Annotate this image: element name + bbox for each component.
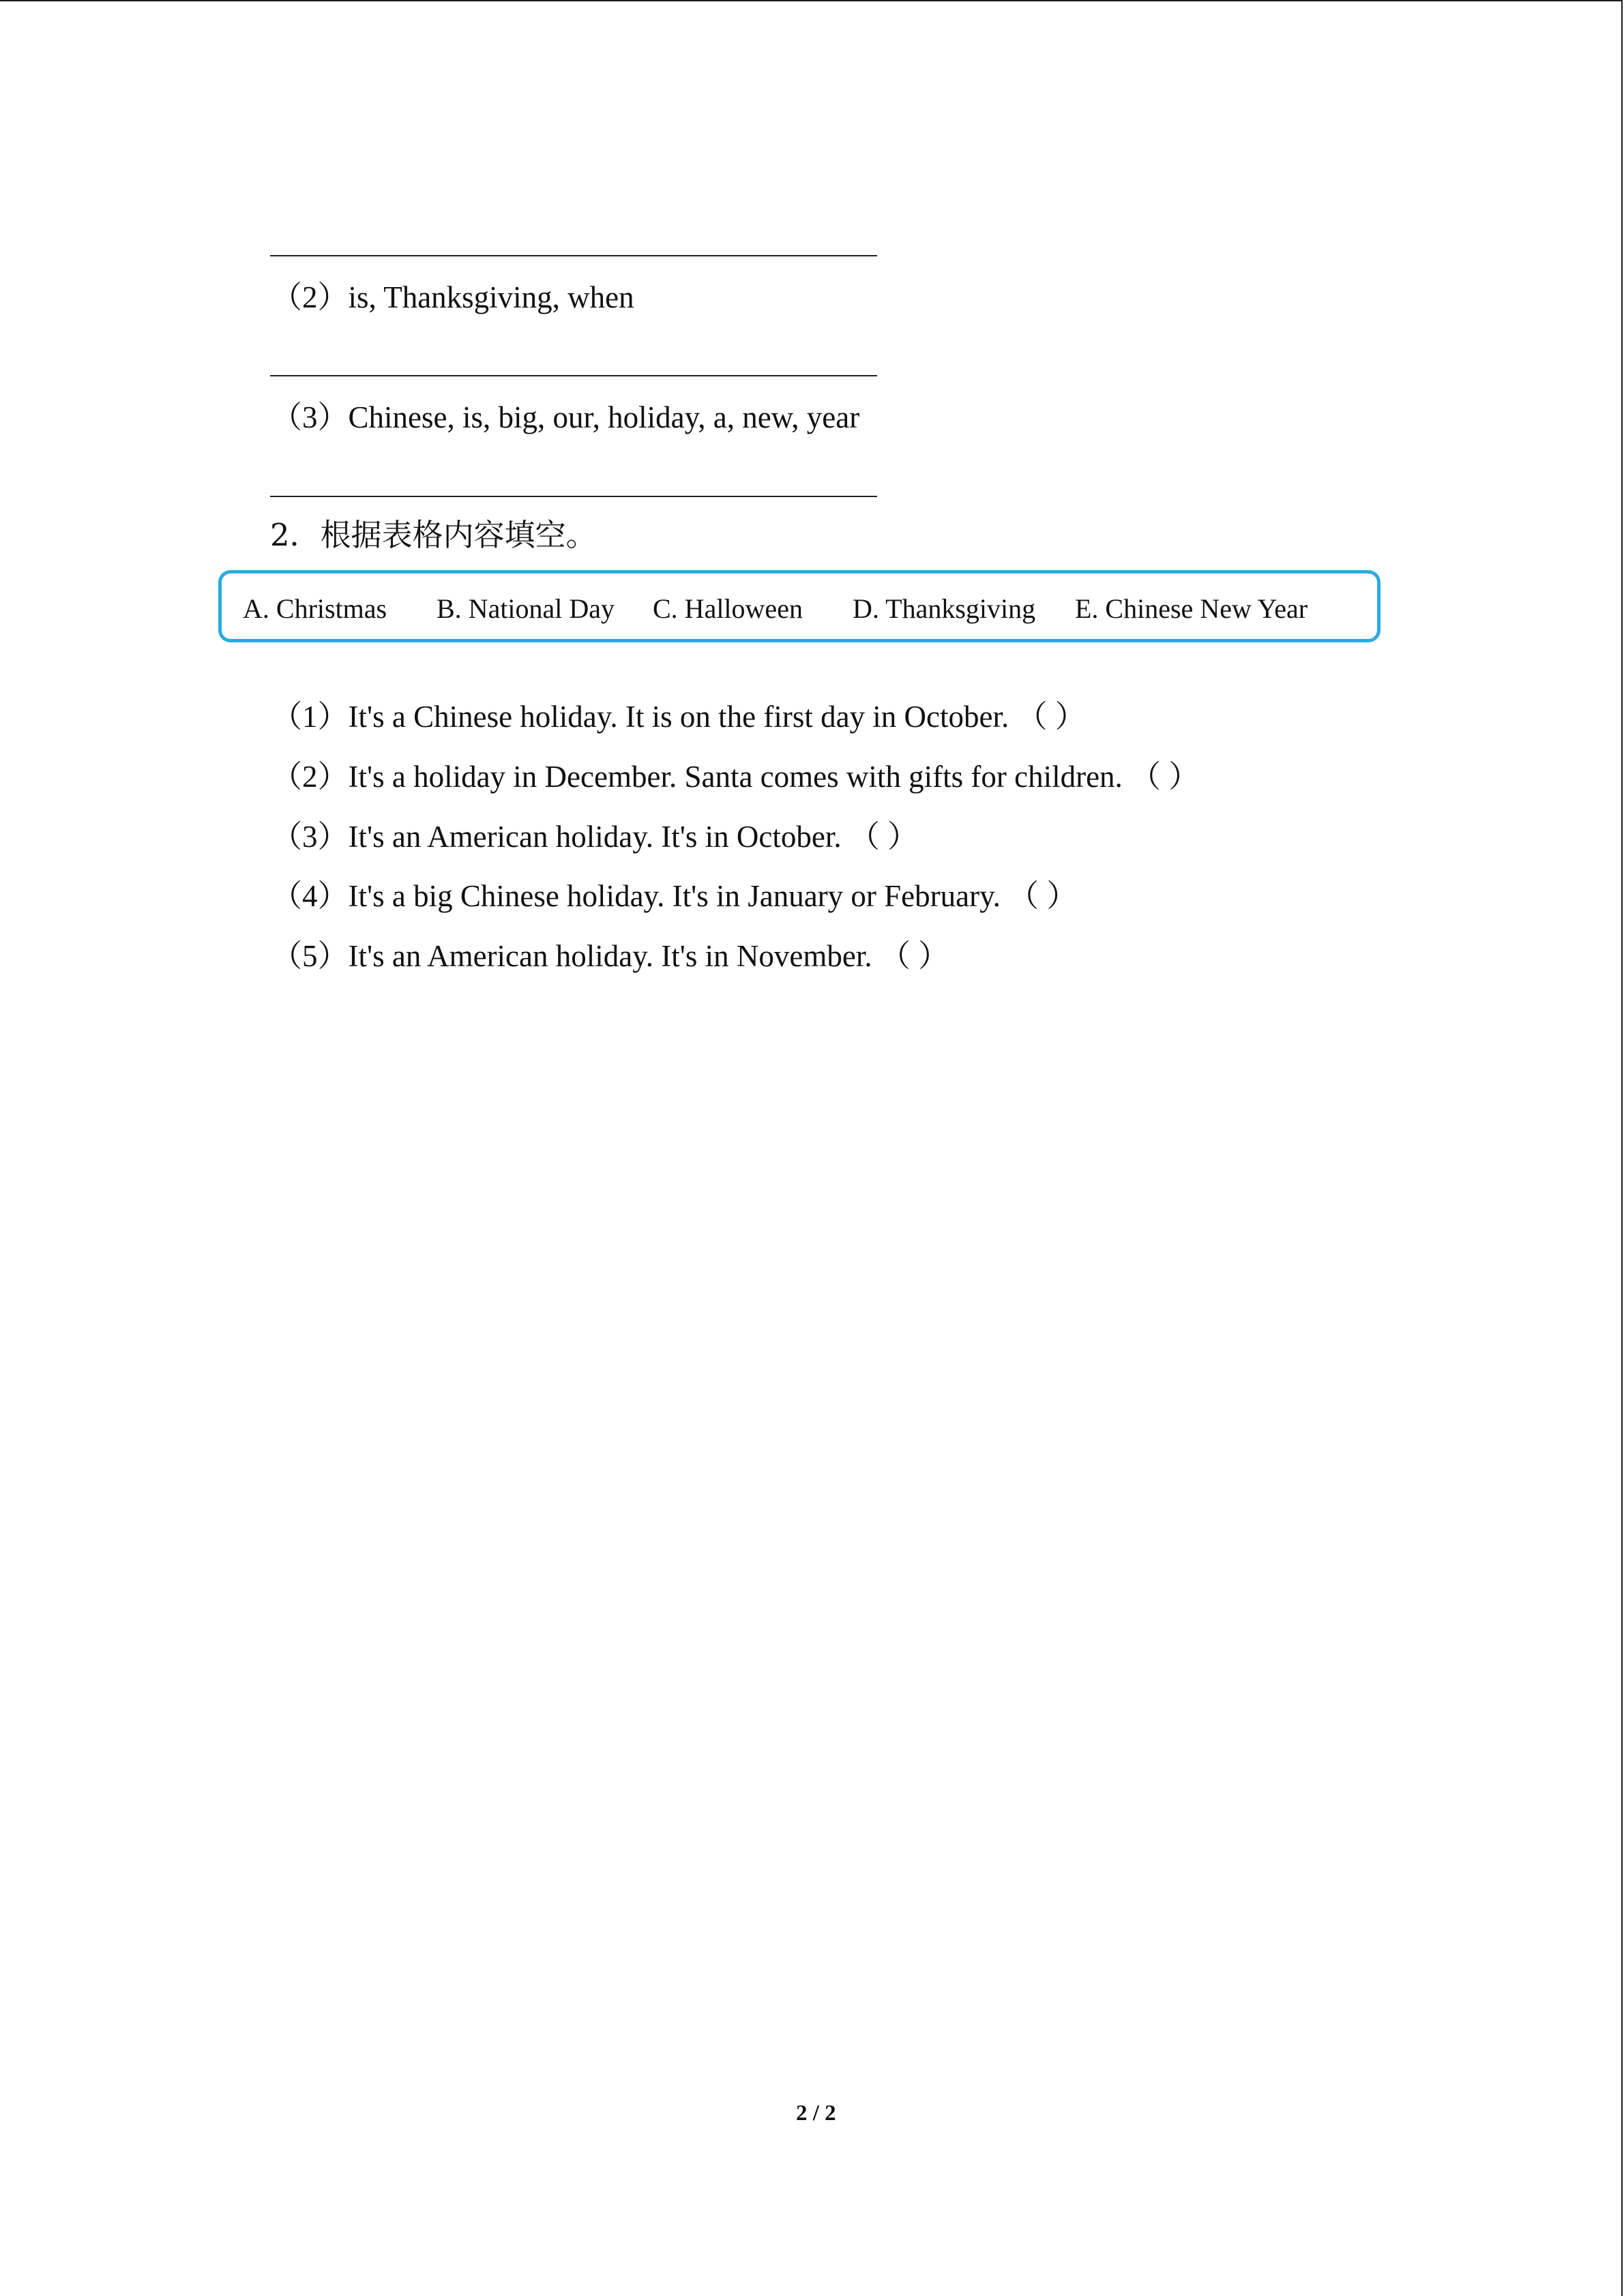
option-a: A. Christmas: [243, 593, 387, 624]
fill-blank-question-2: （2）It's a holiday in December. Santa comes with gifts for children. （ ）: [271, 760, 1200, 794]
answer-line: [270, 496, 877, 497]
fill-blank-question-5: （5）It's an American holiday. It's in November. （ ）: [271, 939, 949, 973]
option-b: B. National Day: [437, 593, 615, 624]
option-c: C. Halloween: [653, 593, 803, 624]
fill-blank-question-3: （3）It's an American holiday. It's in October. （ ）: [271, 820, 919, 854]
section-title: 2．根据表格内容填空。: [270, 517, 597, 553]
fill-blank-question-4: （4）It's a big Chinese holiday. It's in January or February. （ ）: [271, 879, 1078, 913]
option-e: E. Chinese New Year: [1075, 593, 1308, 624]
option-d: D. Thanksgiving: [853, 593, 1036, 624]
answer-line: [270, 375, 877, 376]
question-text: （2）is, Thanksgiving, when: [271, 280, 634, 314]
question-text: （3）Chinese, is, big, our, holiday, a, new, year: [271, 400, 860, 434]
fill-blank-question-1: （1）It's a Chinese holiday. It is on the first day in October. （ ）: [271, 700, 1086, 734]
page-number: 2 / 2: [796, 2101, 836, 2126]
answer-line: [270, 255, 877, 256]
